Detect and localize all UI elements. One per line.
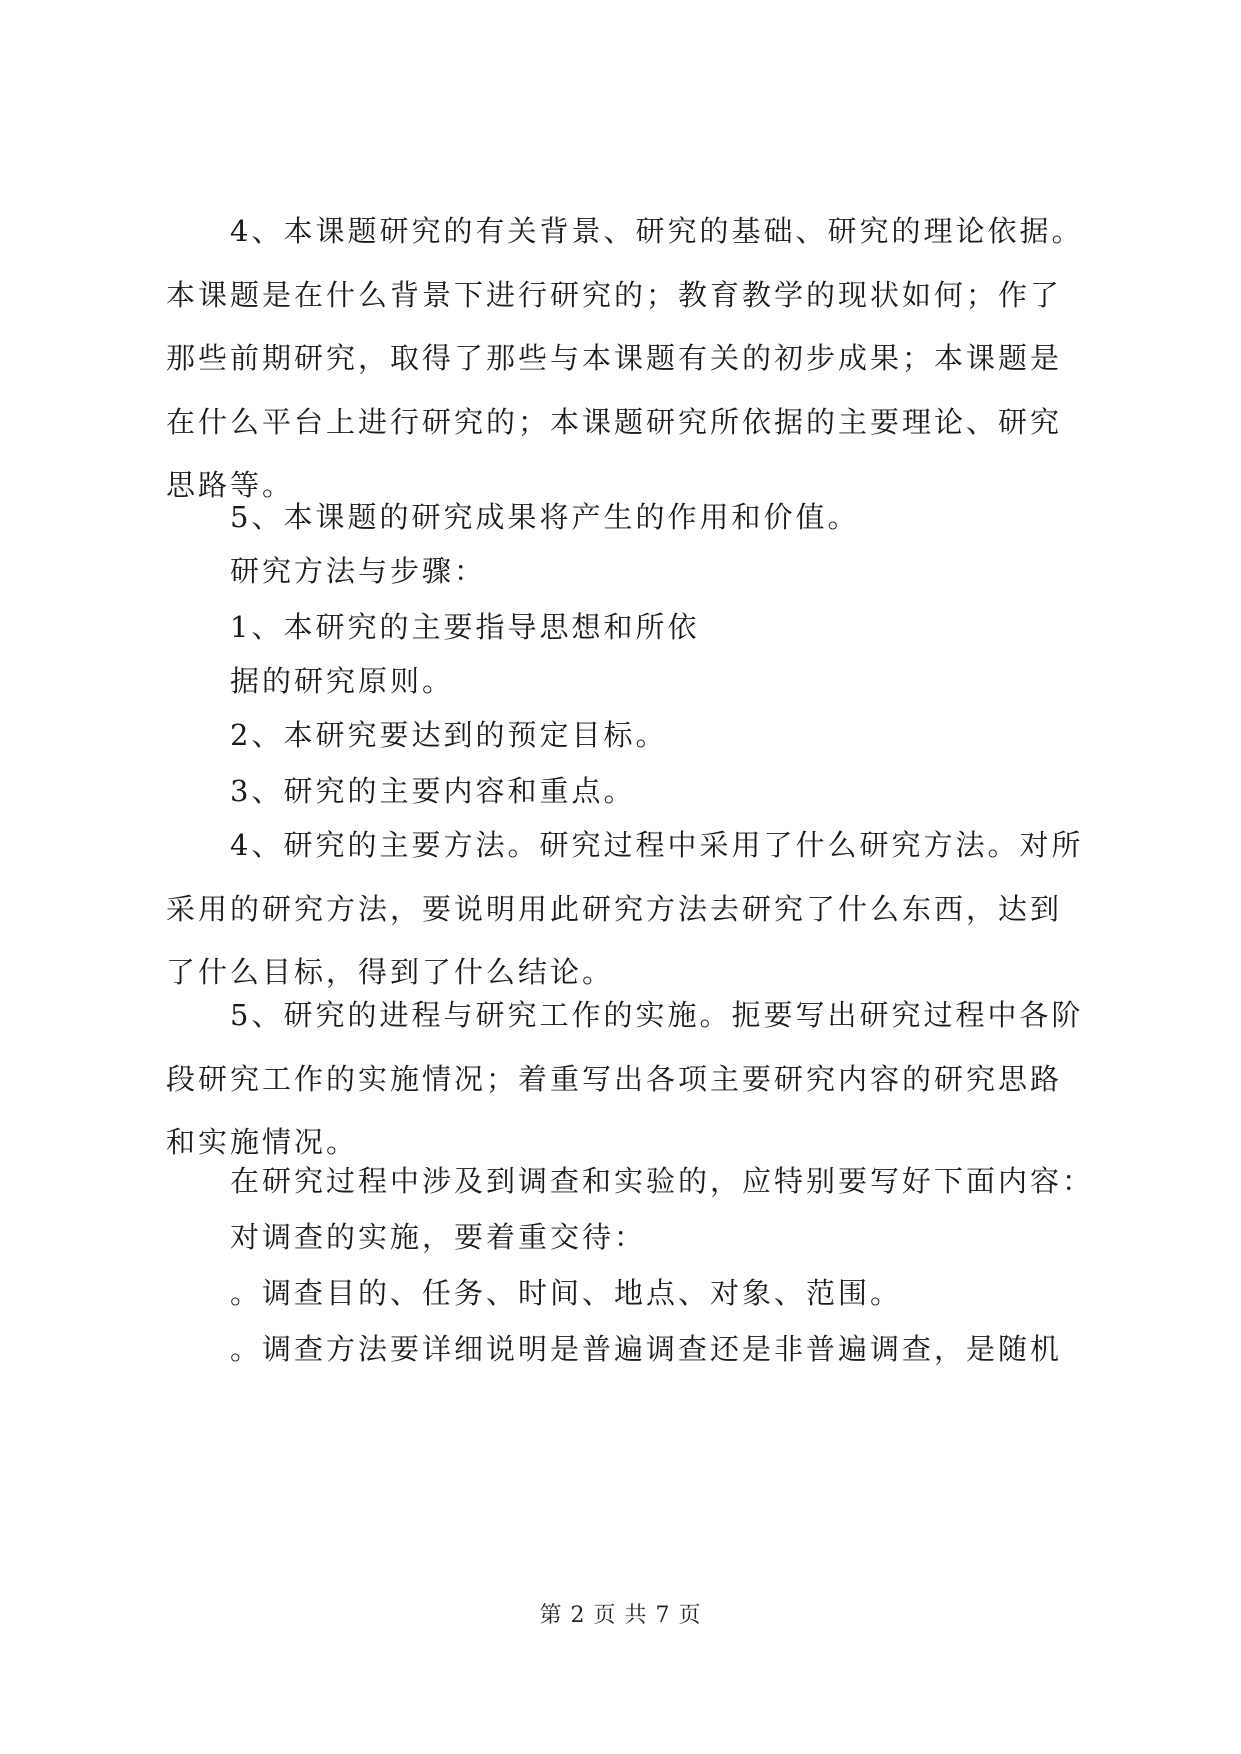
list-item-survey-method: 。调查方法要详细说明是普遍调查还是非普遍调查，是随机	[230, 1332, 1063, 1366]
paragraph-item-5: 5、研究的进程与研究工作的实施。扼要写出研究过程中各阶段研究工作的实施情况；着重写出各项主要研究内容的研究思路和实施情况。	[166, 998, 1084, 1159]
section-heading-methods: 研究方法与步骤：	[230, 554, 487, 588]
paragraph-item-2: 2、本研究要达到的预定目标。	[230, 718, 668, 752]
paragraph-survey-intro: 在研究过程中涉及到调查和实验的，应特别要写好下面内容：	[230, 1164, 1095, 1198]
paragraph-survey-note: 对调查的实施，要着重交待：	[230, 1220, 647, 1254]
paragraph-item-3: 3、研究的主要内容和重点。	[230, 774, 636, 808]
page-footer: 第 2 页 共 7 页	[539, 1603, 702, 1628]
list-item-survey-purpose: 。调查目的、任务、时间、地点、对象、范围。	[230, 1276, 903, 1310]
paragraph-value: 5、本课题的研究成果将产生的作用和价值。	[230, 500, 860, 534]
paragraph-item-1a: 1、本研究的主要指导思想和所依	[230, 610, 700, 644]
paragraph-item-1b: 据的研究原则。	[230, 664, 455, 698]
paragraph-item-4: 4、研究的主要方法。研究过程中采用了什么研究方法。对所采用的研究方法，要说明用此研究方法去研究了什么东西，达到了什么目标，得到了什么结论。	[166, 828, 1084, 989]
paragraph-background: 4、本课题研究的有关背景、研究的基础、研究的理论依据。本课题是在什么背景下进行研究的；教育教学的现状如何；作了那些前期研究，取得了那些与本课题有关的初步成果；本课题是在什么平台上进行研究的；本课题研究所依据的主要理论、研究思路等。	[166, 214, 1084, 502]
